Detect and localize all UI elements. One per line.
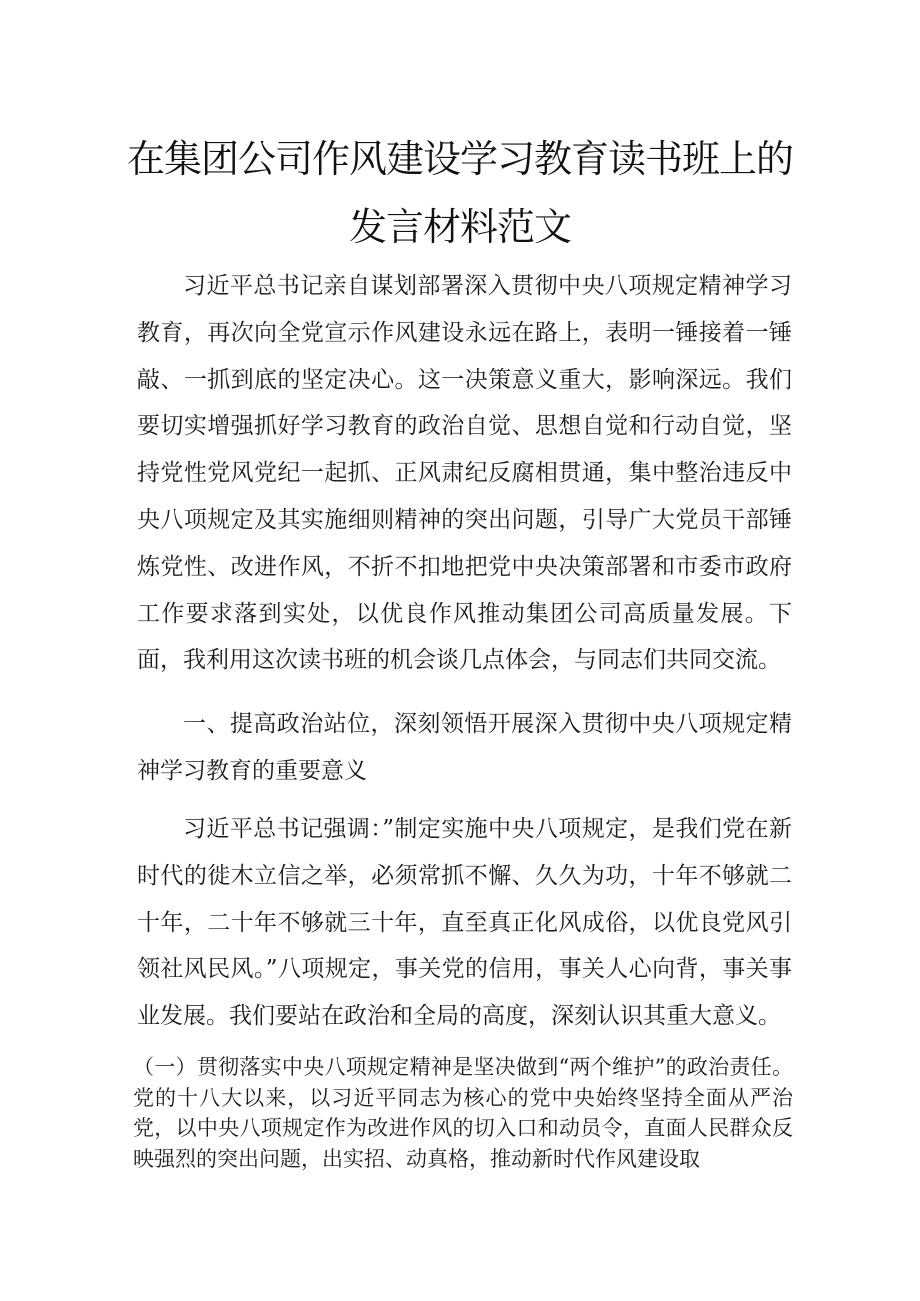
document-title-line-2: 发言材料范文	[348, 205, 571, 249]
section-heading-1: 一、提高政治站位，深刻领悟开展深入贯彻中央八项规定精神学习教育的重要意义	[137, 711, 792, 784]
paragraph-quote: 习近平总书记强调：”制定实施中央八项规定，是我们党在新时代的徙木立信之举，必须常抓不懈、久久为功，十年不够就二十年，二十年不够就三十年，直至真正化风成俗，以优良党风引领社风民风。”八项规定，事关党的信用，事关人心向背，事关事业发展。我们要站在政治和全局的高度，深刻认识其重大意义。	[137, 816, 792, 1030]
document-title-line-1: 在集团公司作风建设学习教育读书班上的	[126, 137, 793, 181]
paragraph-intro: 习近平总书记亲自谋划部署深入贯彻中央八项规定精神学习教育，再次向全党宣示作风建设永远在路上，表明一锤接着一锤敲、一抓到底的坚定决心。这一决策意义重大，影响深远。我们要切实增强抓好学习教育的政治自觉、思想自觉和行动自觉，坚持党性党风党纪一起抓、正风肃纪反腐相贯通，集中整治违反中央八项规定及其实施细则精神的突出问题，引导广大党员干部锤炼党性、改进作风，不折不扣地把党中央决策部署和市委市政府工作要求落到实处，以优良作风推动集团公司高质量发展。下面，我利用这次读书班的机会谈几点体会，与同志们共同交流。	[137, 273, 792, 674]
paragraph-subsection-1: （一）贯彻落实中央八项规定精神是坚决做到“两个维护”的政治责任。党的十八大以来，以习近平同志为核心的党中央始终坚持全面从严治党，以中央八项规定作为改进作风的切入口和动员令，直面人民群众反映强烈的突出问题，出实招、动真格，推动新时代作风建设取	[133, 1055, 793, 1171]
